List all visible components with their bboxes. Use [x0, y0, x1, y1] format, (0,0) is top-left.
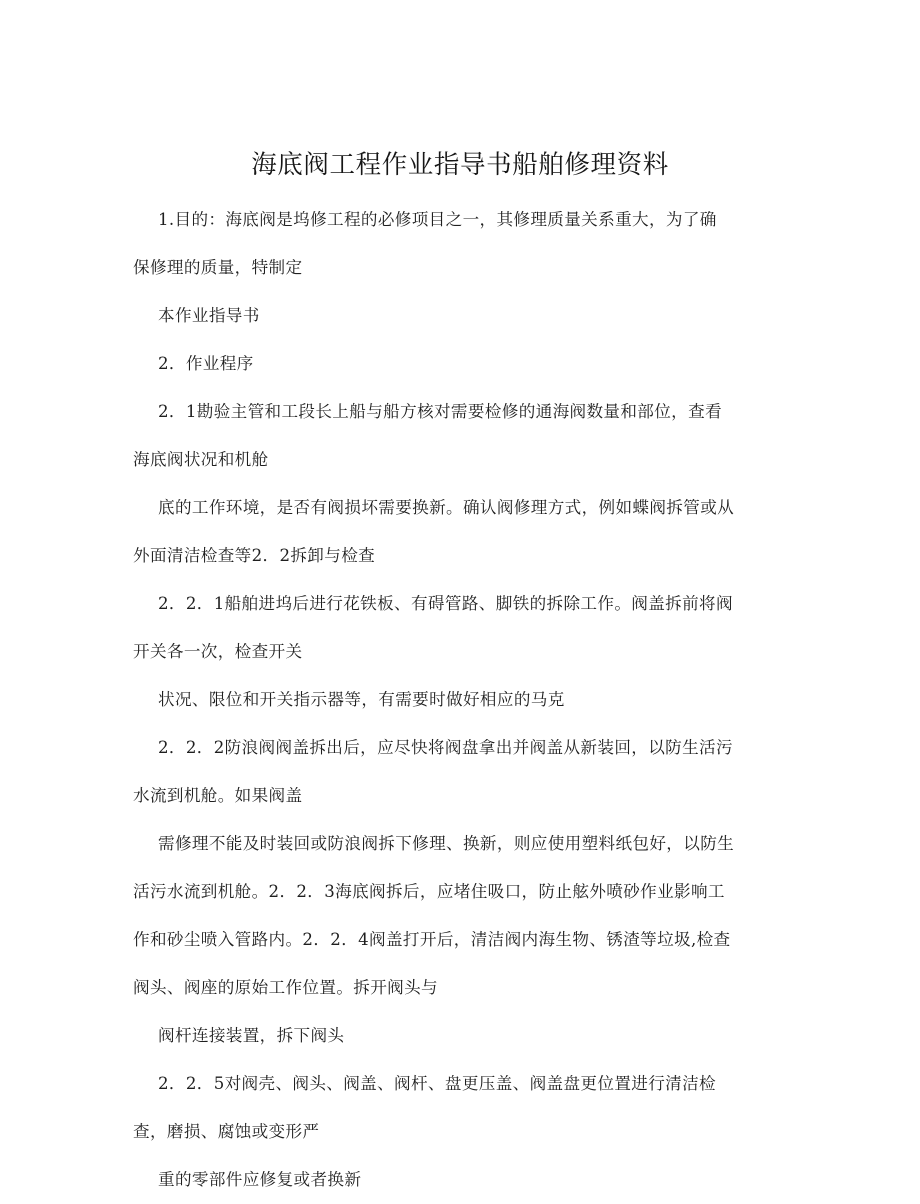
document-line: 阀杆连接装置，拆下阀头 [158, 1026, 345, 1045]
document-line: 阀头、阀座的原始工作位置。拆开阀头与 [133, 978, 438, 997]
document-line: 需修理不能及时装回或防浪阀拆下修理、换新，则应使用塑料纸包好，以防生 [158, 834, 735, 853]
document-line: 2．2．5对阀壳、阀头、阀盖、阀杆、盘更压盖、阀盖盘更位置进行清洁检 [158, 1074, 716, 1093]
document-line: 2．1勘验主管和工段长上船与船方核对需要检修的通海阀数量和部位，查看 [158, 402, 723, 421]
document-line: 开关各一次，检查开关 [133, 642, 303, 661]
document-line: 本作业指导书 [158, 306, 260, 325]
document-line: 重的零部件应修复或者换新 [158, 1170, 362, 1189]
document-line: 底的工作环境，是否有阀损坏需要换新。确认阀修理方式，例如蝶阀拆管或从 [158, 498, 735, 517]
document-line: 活污水流到机舱。2．2．3海底阀拆后，应堵住吸口，防止舷外喷砂作业影响工 [133, 882, 725, 901]
document-line: 海底阀状况和机舱 [133, 450, 269, 469]
document-line: 水流到机舱。如果阀盖 [133, 786, 303, 805]
document-line: 1.目的：海底阀是坞修工程的必修项目之一，其修理质量关系重大，为了确 [158, 210, 717, 229]
document-line: 2．作业程序 [158, 354, 254, 373]
document-line: 查，磨损、腐蚀或变形严 [133, 1122, 320, 1141]
document-line: 2．2．1船舶进坞后进行花铁板、有碍管路、脚铁的拆除工作。阀盖拆前将阀 [158, 594, 733, 613]
document-body [133, 196, 793, 1204]
page-title: 海底阀工程作业指导书船舶修理资料 [251, 150, 669, 181]
document-line: 外面清洁检查等2．2拆卸与检查 [133, 546, 376, 565]
document-line: 2．2．2防浪阀阀盖拆出后，应尽快将阀盘拿出并阀盖从新装回，以防生活污 [158, 738, 733, 757]
document-line: 保修理的质量，特制定 [133, 258, 303, 277]
document-line: 作和砂尘喷入管路内。2．2．4阀盖打开后，清洁阀内海生物、锈渣等垃圾,检查 [133, 930, 731, 949]
document-line: 状况、限位和开关指示器等，有需要时做好相应的马克 [158, 690, 565, 709]
